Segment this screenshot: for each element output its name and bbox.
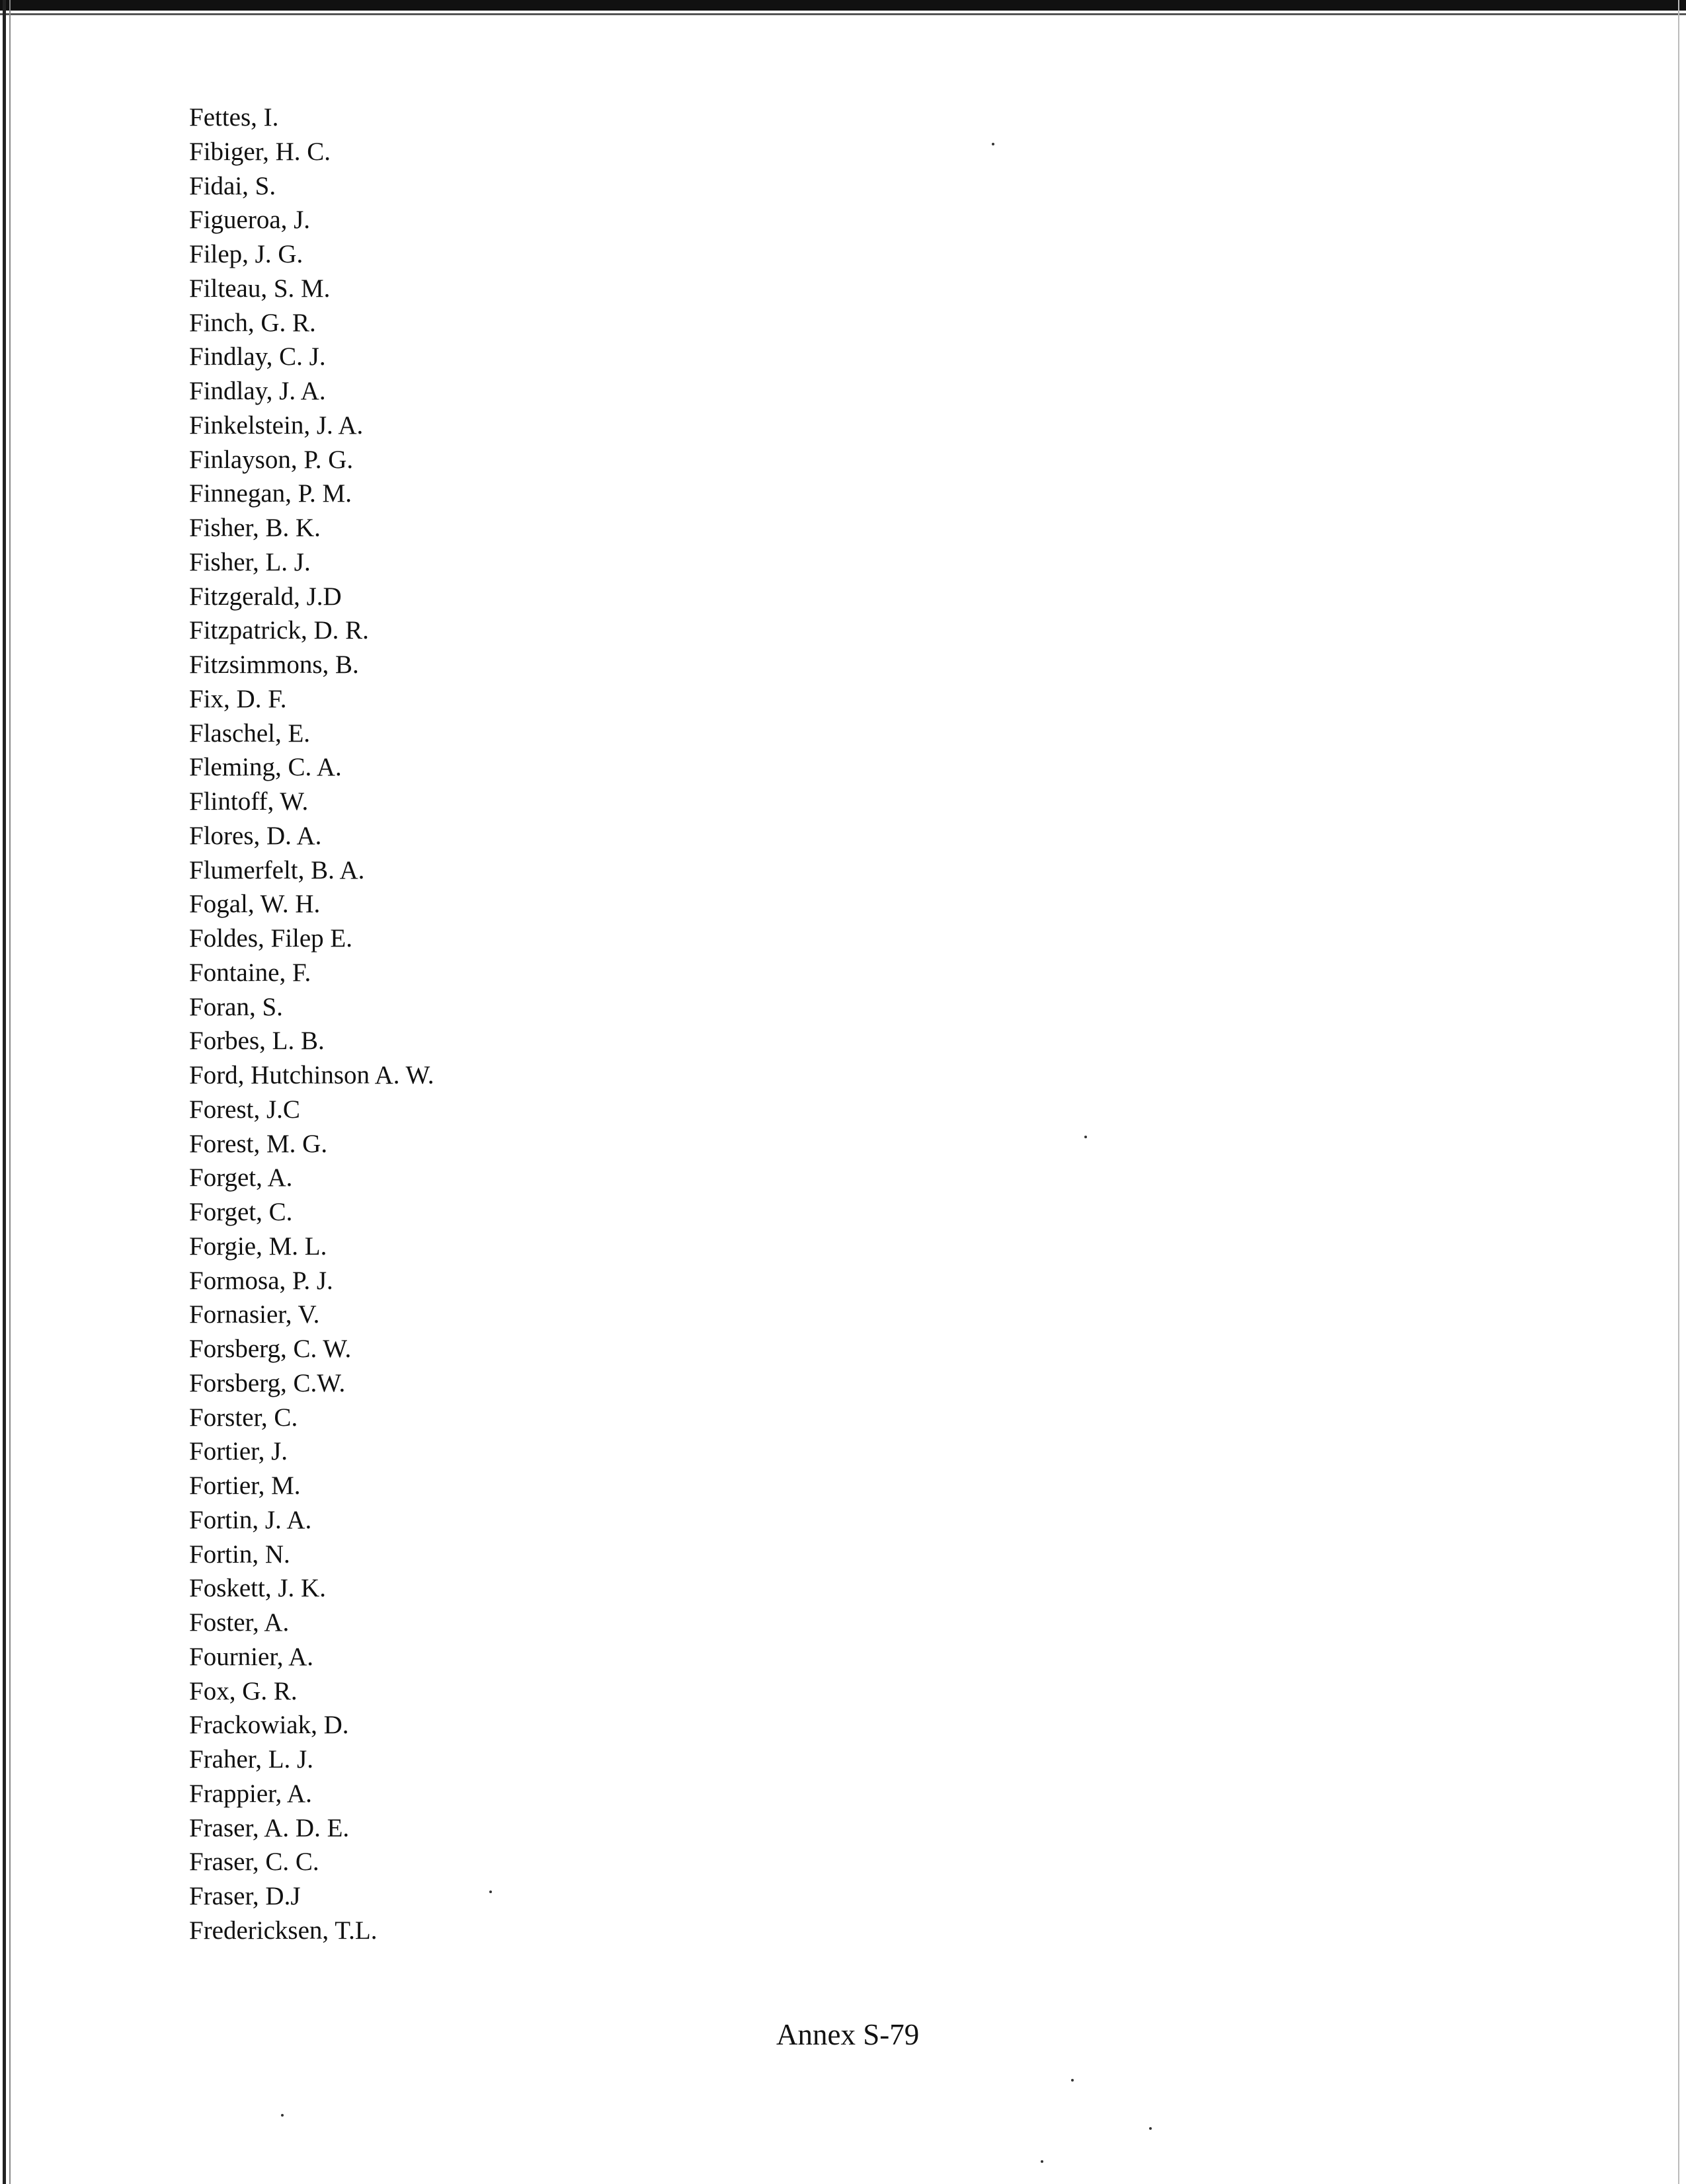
scan-speck [1084,1136,1087,1138]
list-item: Fortier, J. [189,1437,288,1466]
list-item: Filep, J. G. [189,240,303,268]
list-item: Fredericksen, T.L. [189,1916,378,1945]
list-item: Foran, S. [189,992,283,1021]
list-item: Foldes, Filep E. [189,924,353,953]
list-item: Flumerfelt, B. A. [189,855,365,884]
list-item: Filteau, S. M. [189,274,331,303]
list-item: Fox, G. R. [189,1676,298,1705]
list-item: Frackowiak, D. [189,1711,349,1740]
list-item: Fitzpatrick, D. R. [189,616,369,645]
list-item: Fraser, C. C. [189,1848,319,1877]
list-item: Fibiger, H. C. [189,137,331,166]
author-name-list [189,100,983,1948]
page-footer-annex-number: Annex S-79 [776,2018,920,2051]
list-item: Fitzgerald, J.D [189,582,342,611]
list-item: Forsberg, C. W. [189,1335,352,1363]
list-item: Fleming, C. A. [189,753,342,782]
left-border-rule [3,0,6,2184]
list-item: Formosa, P. J. [189,1266,333,1295]
list-item: Forest, J.C [189,1095,300,1124]
list-item: Flores, D. A. [189,821,322,850]
list-item: Finlayson, P. G. [189,445,354,474]
top-border-rule [0,0,1686,11]
list-item: Fortin, N. [189,1540,290,1569]
top-border-thin-rule [0,13,1686,15]
list-item: Finkelstein, J. A. [189,410,364,440]
right-border-rule [1678,0,1679,2184]
scan-speck [1149,2127,1152,2130]
list-item: Fraser, A. D. E. [189,1813,350,1842]
list-item: Findlay, C. J. [189,342,326,371]
list-item: Fitzsimmons, B. [189,650,359,679]
list-item: Fortin, J. A. [189,1505,312,1534]
list-item: Flaschel, E. [189,719,311,748]
list-item: Fournier, A. [189,1642,314,1671]
list-item: Foskett, J. K. [189,1574,326,1603]
list-item: Forbes, L. B. [189,1027,325,1056]
list-item: Forgie, M. L. [189,1231,327,1261]
scan-speck [1071,2079,1074,2082]
list-item: Flintoff, W. [189,787,309,816]
scan-speck [1041,2160,1043,2163]
list-item: Forget, C. [189,1198,293,1226]
list-item: Foster, A. [189,1608,290,1637]
list-item: Fix, D. F. [189,684,287,713]
list-item: Findlay, J. A. [189,377,326,405]
list-item: Frappier, A. [189,1779,312,1808]
scan-speck [992,143,994,145]
list-item: Fraser, D.J [189,1882,301,1910]
list-item: Fortier, M. [189,1471,301,1500]
list-item: Fontaine, F. [189,958,311,987]
scan-speck [489,1891,492,1893]
list-item: Forsberg, C.W. [189,1368,346,1397]
list-item: Fisher, B. K. [189,514,321,542]
left-border-thin-rule [9,0,11,2184]
list-item: Fettes, I. [189,103,279,132]
list-item: Finnegan, P. M. [189,479,352,508]
list-item: Forster, C. [189,1403,298,1432]
list-item: Figueroa, J. [189,206,311,235]
scan-speck [281,2114,284,2117]
list-item: Fidai, S. [189,171,276,200]
list-item: Ford, Hutchinson A. W. [189,1061,434,1089]
list-item: Fogal, W. H. [189,890,321,919]
list-item: Forget, A. [189,1163,293,1192]
list-item: Finch, G. R. [189,308,316,337]
list-item: Fisher, L. J. [189,547,311,576]
list-item: Forest, M. G. [189,1129,328,1158]
list-item: Fornasier, V. [189,1300,320,1329]
list-item: Fraher, L. J. [189,1745,313,1774]
